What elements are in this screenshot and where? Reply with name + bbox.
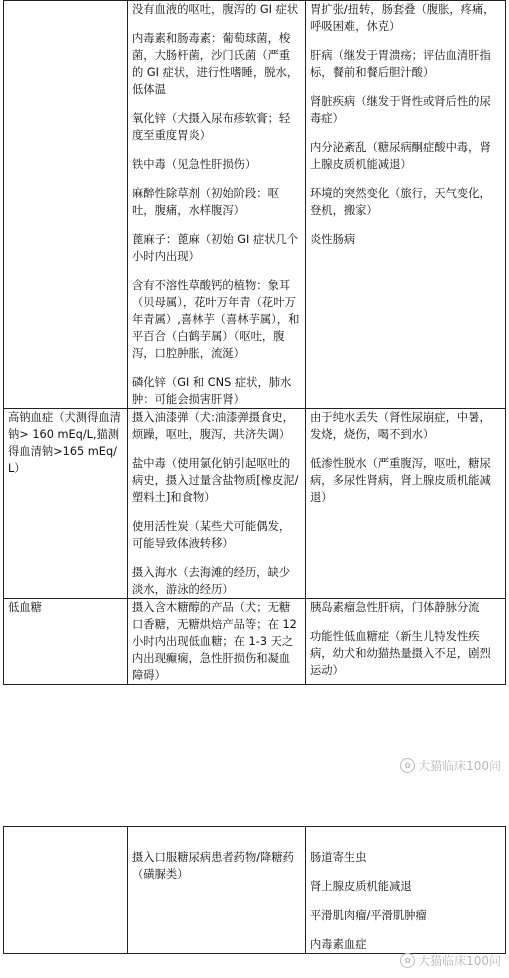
cell-paragraph: 盐中毒（使用氯化钠引起呕吐的病史，摄入过量含盐物质[橡皮泥/塑料土]和食物） [132, 457, 299, 504]
paw-logo-icon: ✿ [400, 953, 415, 968]
paragraph-gap [310, 924, 501, 936]
paragraph-gap [132, 18, 301, 30]
paw-logo-icon: ✿ [400, 758, 415, 773]
cell-paragraph: 没有血液的呕吐，腹泻的 GI 症状 [132, 3, 299, 16]
condition-cell [4, 1, 128, 409]
cell-paragraph: 炎性肠病 [310, 233, 356, 246]
paragraph-gap [132, 219, 301, 231]
watermark [400, 757, 501, 774]
cell-paragraph: 内分泌紊乱（糖尿病酮症酸中毒，肾上腺皮质机能减退） [310, 141, 491, 171]
cell-paragraph: 高钠血症（犬测得血清钠> 160 mEq/L,猫测得血清钠>165 mEq/L） [8, 411, 121, 475]
cell-paragraph: 使用活性炭（某些犬可能偶发，可能导致体液转移） [132, 520, 291, 550]
other-cause-cell [306, 599, 506, 685]
other-cause-cell [306, 827, 506, 954]
symptom-cause-table-2 [3, 826, 506, 954]
cell-paragraph: 低血糖 [8, 601, 42, 614]
cell-paragraph: 磷化锌（GI 和 CNS 症状，肺水肿：可能会损害肝肾） [132, 376, 292, 406]
cell-paragraph: 铁中毒（见急性肝损伤） [132, 158, 257, 171]
toxic-cause-cell [128, 827, 306, 954]
table-row [4, 409, 506, 599]
paragraph-gap [132, 173, 301, 185]
condition-cell [4, 827, 128, 954]
cell-paragraph: 胃扩张/扭转，肠套叠（腹胀，疼痛，呼吸困难，休克） [310, 3, 495, 33]
paragraph-gap [132, 265, 301, 277]
other-cause-cell [306, 409, 506, 599]
paragraph-gap [310, 127, 501, 139]
table-body [4, 827, 506, 954]
cell-paragraph: 麻醉性除草剂（初始阶段：呕吐，腹痛，水样腹泻） [132, 187, 279, 217]
cell-paragraph: 氧化锌（犬摄入尿布疹软膏；轻度至重度胃炎） [132, 112, 291, 142]
toxic-cause-cell [128, 409, 306, 599]
toxic-cause-cell [128, 1, 306, 409]
cell-paragraph: 环境的突然变化（旅行，天气变化，登机，搬家） [310, 187, 491, 217]
cell-paragraph: 平滑肌肉瘤/平滑肌肿瘤 [310, 909, 427, 922]
table-row [4, 827, 506, 954]
cell-paragraph: 肝病（继发于胃溃疡；评估血清肝指标，餐前和餐后胆汁酸） [310, 49, 491, 79]
cell-paragraph: 摄入口服糖尿病患者药物/降糖药（磺脲类） [132, 851, 294, 881]
paragraph-gap [310, 866, 501, 878]
cell-paragraph: 内毒素和肠毒素：葡萄球菌，梭菌，大肠杆菌，沙门氏菌（严重的 GI 症状，进行性嗜睡，脱水，低体温 [132, 32, 299, 96]
cell-paragraph: 摄入海水（去海滩的经历，缺少淡水，游泳的经历） [132, 566, 291, 596]
cell-paragraph: 蓖麻子：蓖麻（初始 GI 症状几个小时内出现） [132, 233, 299, 263]
cell-paragraph: 摄入含木糖醇的产品（犬；无糖口香糖，无糖烘焙产品等；在 12 小时内出现低血糖；在 1-3 天之内出现癫痫，急性肝损伤和凝血障碍） [132, 601, 297, 682]
table-body [4, 1, 506, 685]
paragraph-gap [132, 443, 301, 455]
cell-paragraph: 肠道寄生虫 [310, 851, 367, 864]
cell-paragraph: 肾脏疾病（继发于肾性或肾后性的尿毒症） [310, 95, 491, 125]
condition-cell [4, 599, 128, 685]
toxic-cause-cell [128, 599, 306, 685]
paragraph-gap [310, 81, 501, 93]
paragraph-gap [132, 506, 301, 518]
table-row [4, 599, 506, 685]
cell-paragraph: 胰岛素瘤急性肝病，门体静脉分流 [310, 601, 480, 614]
symptom-cause-table-1 [3, 0, 506, 685]
watermark [400, 952, 501, 969]
paragraph-gap [310, 35, 501, 47]
table-row [4, 1, 506, 409]
cell-paragraph: 含有不溶性草酸钙的植物：象耳（贝母属），花叶万年青（花叶万年青属）,喜林芋（喜林芋属），和平百合（白鹤芋属）（呕吐，腹泻，口腔肿胀，流涎） [132, 279, 300, 360]
paragraph-gap [310, 616, 501, 628]
paragraph-gap [132, 98, 301, 110]
paragraph-gap [310, 443, 501, 455]
cell-paragraph: 内毒素血症 [310, 938, 367, 951]
paragraph-gap [310, 173, 501, 185]
paragraph-gap [310, 895, 501, 907]
watermark-text: 大猫临床100问 [418, 759, 501, 773]
cell-paragraph: 功能性低血糖症（新生儿特发性疾病，幼犬和幼猫热量摄入不足，剧烈运动） [310, 630, 491, 677]
paragraph-gap [310, 219, 501, 231]
cell-paragraph: 由于纯水丢失（肾性尿崩症，中暑，发烧，烧伤，喝不到水） [310, 411, 491, 441]
cell-paragraph: 低渗性脱水（严重腹泻，呕吐，糖尿病，多尿性肾病，肾上腺皮质机能减退） [310, 457, 491, 504]
cell-paragraph: 摄入油漆弹（犬:油漆弹摄食史，烦躁，呕吐，腹泻，共济失调） [132, 411, 294, 441]
paragraph-gap [132, 144, 301, 156]
cell-paragraph: 肾上腺皮质机能减退 [310, 880, 412, 893]
paragraph-gap [132, 552, 301, 564]
paragraph-gap [132, 362, 301, 374]
watermark-text: 大猫临床100问 [418, 954, 501, 968]
condition-cell [4, 409, 128, 599]
other-cause-cell [306, 1, 506, 409]
